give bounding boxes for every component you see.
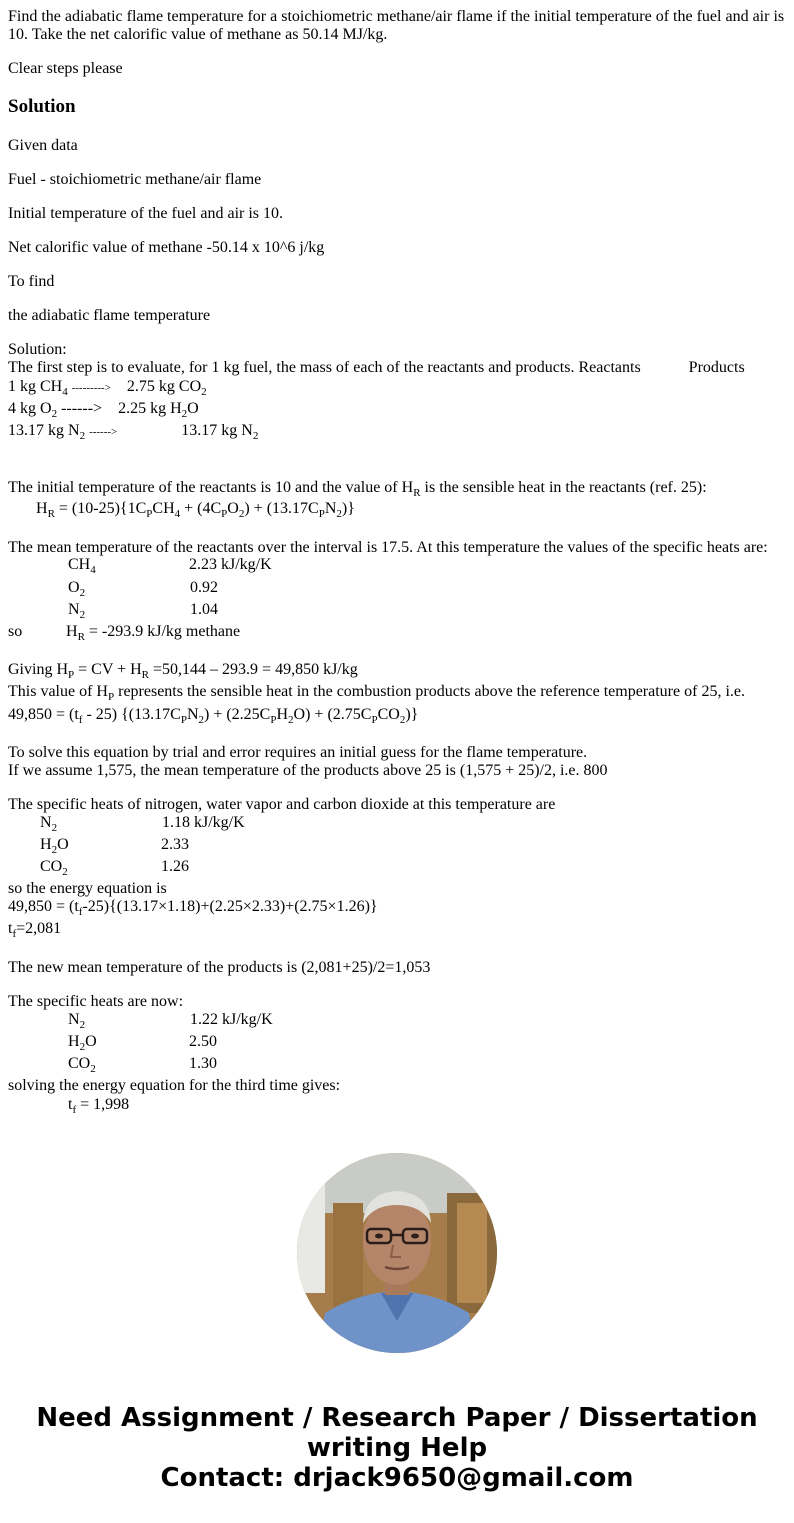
- trial-line-b: If we assume 1,575, the mean temperature of the products above 25 is (1,575 + 25)/2, i.e. 800: [8, 762, 608, 779]
- cp-value: 1.26: [161, 858, 189, 875]
- steps-label: Solution:: [8, 341, 67, 358]
- cp-value: 2.50: [189, 1033, 217, 1050]
- hp-equation: Giving $H_P$ = CV + $H_R =50,144 - 293.9 = 49,850$ kJ/kg: [8, 661, 358, 681]
- question-text: Find the adiabatic flame temperature for a stoichiometric methane/air flame if the initial temperature of the fuel and air is 10. Take the net calorific value of methane as 50.14 MJ/kg.: [8, 8, 785, 43]
- given-initial-temp: Initial temperature of the fuel and air is 10.: [8, 205, 284, 222]
- reaction-row: 4 kg $O_2$ ------> 2.25 kg $H_2O$: [8, 400, 199, 420]
- person-portrait-icon: [297, 1153, 497, 1353]
- trial-line-a: To solve this equation by trial and error requires an initial guess for the flame temperature.: [8, 744, 588, 761]
- cp-value: 2.33: [161, 836, 189, 853]
- given-heading: Given data: [8, 137, 78, 154]
- energy-numeric: $49,850 = (t_f-25)\{(13.17\times 1.18)+(2.25\times 2.33)+(2.75\times 1.26)\}$: [8, 898, 378, 918]
- hr-equation: $H_R = (10-25)\{1C_PCH_4 + (4C_PO_2) + (13.17C_PN_2)\}$: [36, 500, 355, 520]
- new-mean: The new mean temperature of the products is (2,081+25)/2=1,053: [8, 959, 431, 976]
- tf-first: $t_f=2,081$: [8, 920, 62, 940]
- arrow-icon: ------>: [89, 426, 118, 438]
- given-ncv: Net calorific value of methane -50.14 x 10^6 j/kg: [8, 239, 325, 256]
- cp-species: $CO_2$: [40, 858, 68, 878]
- footer-banner: [0, 1403, 794, 1493]
- reaction-row: 1 kg $CH_4$ ---------> 2.75 kg $CO_2$: [8, 378, 207, 398]
- find-heading: To find: [8, 273, 55, 290]
- products-label: Products: [688, 359, 745, 376]
- author-photo: [297, 1153, 497, 1353]
- cp-species: $CO_2$: [68, 1055, 96, 1075]
- cp-species: $H_2O$: [68, 1033, 97, 1053]
- solution-heading: Solution: [8, 96, 76, 117]
- arrow-icon: --------->: [71, 382, 111, 394]
- cp-value: 2.23 kJ/kg/K: [189, 556, 272, 573]
- products-cp-intro: The specific heats of nitrogen, water vapor and carbon dioxide at this temperature are: [8, 796, 556, 813]
- cp-value: 1.30: [189, 1055, 217, 1072]
- cp-value: 0.92: [190, 579, 218, 596]
- cp-value: 1.22 kJ/kg/K: [190, 1011, 273, 1028]
- cp-now: The specific heats are now:: [8, 993, 184, 1010]
- cp-species: $CH_4$: [68, 556, 96, 576]
- given-fuel: Fuel - stoichiometric methane/air flame: [8, 171, 262, 188]
- so-energy: so the energy equation is: [8, 880, 167, 897]
- arrow-icon: ------>: [61, 400, 103, 417]
- cp-species: $N_2$: [40, 814, 58, 834]
- cp-species: $N_2$: [68, 1011, 86, 1031]
- find-target: the adiabatic flame temperature: [8, 307, 211, 324]
- cp-value: 1.18 kJ/kg/K: [162, 814, 245, 831]
- tf-final: $t_f = 1,998$: [68, 1096, 130, 1116]
- footer-line: Need Assignment / Research Paper / Dissertation: [36, 1403, 758, 1433]
- hr-result: $H_R = -293.9$ kJ/kg methane: [66, 623, 241, 643]
- energy-equation: $49,850 = (t_f - 25) \{(13.17C_PN_2) + (2.25C_PH_2O) + (2.75C_PCO_2)\}$: [8, 706, 419, 726]
- cp-species: $H_2O$: [40, 836, 69, 856]
- cp-value: 1.04: [190, 601, 218, 618]
- third-time: solving the energy equation for the third time gives:: [8, 1077, 341, 1094]
- cp-species: $O_2$: [68, 579, 86, 599]
- footer-contact: Contact: drjack9650@gmail.com: [160, 1463, 634, 1493]
- hp-meaning: This value of $H_P$ represents the sensible heat in the combustion products above the reference temperature of 25, i.e.: [8, 683, 745, 703]
- steps-intro: The first step is to evaluate, for 1 kg fuel, the mass of each of the reactants and products. Reactants Products: [8, 359, 745, 376]
- hr-intro: The initial temperature of the reactants is 10 and the value of $H_R$ is the sensible heat in the reactants (ref. 25):: [8, 479, 707, 499]
- question-note: Clear steps please: [8, 60, 123, 77]
- mean-reactants: The mean temperature of the reactants over the interval is 17.5. At this temperature the values of the specific heats are:: [8, 539, 768, 556]
- reaction-row: 13.17 kg $N_2$ ------> 13.17 kg $N_2$: [8, 422, 259, 442]
- footer-line: writing Help: [306, 1433, 488, 1463]
- so-label: so: [8, 623, 23, 640]
- cp-species: $N_2$: [68, 601, 86, 621]
